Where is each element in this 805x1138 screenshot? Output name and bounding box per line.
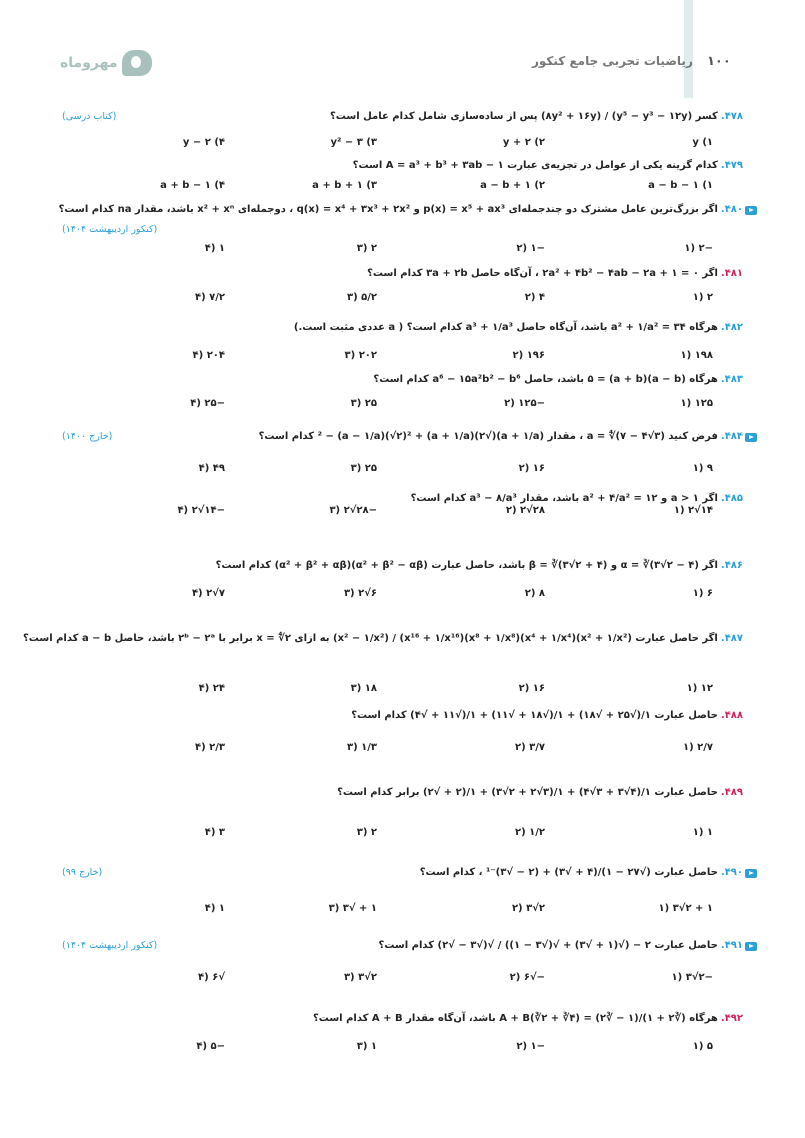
answer-option-1[interactable]: ۵ (۱	[692, 1041, 713, 1052]
question-number: ۴۸۷.	[720, 633, 743, 644]
answer-option-2[interactable]: −۱۲۵ (۲	[504, 398, 545, 409]
answer-option-1[interactable]: ۱۲ (۱	[686, 683, 713, 694]
answer-option-4[interactable]: ۱ (۴	[204, 243, 225, 254]
question-source: (خارج ۱۴۰۰)	[62, 431, 113, 442]
question-text: هرگاه (∛۲ + ۱)/(۱ − ∛۲) = A + B(∛۲ + ∛۴) باشد، آن‌گاه مقدار A + B کدام است؟	[312, 1013, 718, 1024]
question-number: ۴۸۵.	[720, 493, 743, 504]
answer-option-4[interactable]: ۲۰۴ (۴	[192, 350, 225, 361]
question-text: هرگاه a² + ۱/a² = ۳۴ باشد، آن‌گاه حاصل a³ + ۱/a³ کدام است؟ ( a عددی مثبت است.)	[293, 322, 718, 333]
answer-option-4[interactable]: a + b − ۱ (۴	[160, 180, 225, 191]
question-481	[367, 268, 743, 279]
question-486	[216, 560, 743, 571]
answer-option-3[interactable]: ۶√۲ (۳	[343, 588, 377, 599]
answer-option-2[interactable]: ۸ (۲	[524, 588, 545, 599]
question-number: ۴۸۸.	[720, 710, 743, 721]
answer-option-2[interactable]: a − b + ۱ (۲	[480, 180, 545, 191]
answer-option-3[interactable]: −۲۸√۲ (۳	[329, 505, 377, 516]
answer-option-4[interactable]: ۷/۲ (۴	[194, 292, 225, 303]
question-text: کدام گزینه یکی از عوامل در تجزیه‌ی عبارت A = a³ + b³ + ۳ab − ۱ است؟	[352, 160, 718, 171]
publisher-logo	[60, 50, 152, 76]
answer-option-1[interactable]: y (۱	[692, 137, 713, 148]
answer-option-3[interactable]: a + b + ۱ (۳	[312, 180, 377, 191]
question-number: ۴۸۴.	[720, 431, 743, 442]
answer-option-3[interactable]: ۱ (۳	[356, 1041, 377, 1052]
answer-option-1[interactable]: ۶ (۱	[692, 588, 713, 599]
answer-option-2[interactable]: ۱۶ (۲	[518, 463, 545, 474]
answer-option-2[interactable]: ۴ (۲	[524, 292, 545, 303]
question-number: ۴۸۲.	[720, 322, 743, 333]
answer-option-4[interactable]: ۲۴ (۴	[198, 683, 225, 694]
question-text: فرض کنید a = ∜(۷ − ۴√۳) ، مقدار (a + ۱/a)(√۲)² − (a − ۱/a)(√۲)² + (a + ۱/a) کدام است؟	[258, 431, 718, 442]
answer-option-4[interactable]: −۵ (۴	[196, 1041, 225, 1052]
header-accent-bar	[684, 0, 693, 98]
answer-option-3[interactable]: ۱/۳ (۳	[346, 742, 377, 753]
logo-text: مهروماه	[60, 55, 118, 71]
question-source: (کنکور اردیبهشت ۱۴۰۴)	[62, 224, 158, 235]
answer-option-4[interactable]: −۲۵ (۴	[190, 398, 225, 409]
page-number: ۱۰۰	[707, 54, 731, 69]
question-485	[411, 493, 743, 504]
answer-option-4[interactable]: ۱ (۴	[204, 903, 225, 914]
answer-option-4[interactable]: ۴۹ (۴	[198, 463, 225, 474]
answer-option-1[interactable]: −۲ (۱	[684, 243, 713, 254]
answer-option-4[interactable]: ۲/۳ (۴	[194, 742, 225, 753]
question-text: اگر حاصل عبارت (x² + ۱/x²)(x⁴ + ۱/x⁴)(x⁸ + ۱/x⁸)(x¹⁶ + ۱/x¹⁶) / (x² − ۱/x²) به ازای x = ∜۲ برابر با ۲ᵇ − ۲ᵃ باشد، حاصل a − b کدام است؟	[22, 633, 718, 644]
question-text: حاصل عبارت ۱/(۴√۳ + ۳√۴) + ۱/(۳√۲ + ۲√۳) + ۱/(۲ + √۲) برابر کدام است؟	[337, 787, 718, 798]
question-number: ۴۸۳.	[720, 374, 743, 385]
question-source: (کنکور اردیبهشت ۱۴۰۴)	[62, 940, 158, 951]
question-text: اگر بزرگ‌ترین عامل مشترک دو چندجمله‌ای p(x) = x⁵ + ax³ و q(x) = x⁴ + ۳x³ + ۲x² ، دوجمله‌ای x² + xⁿ باشد، مقدار na کدام است؟	[58, 204, 718, 215]
question-number: ۴۹۰.	[720, 867, 743, 878]
video-play-icon[interactable]	[745, 206, 757, 215]
answer-option-1[interactable]: a − b − ۱ (۱	[648, 180, 713, 191]
answer-option-4[interactable]: −۱۴√۲ (۴	[177, 505, 225, 516]
answer-option-2[interactable]: −√۶ (۲	[509, 972, 545, 983]
answer-option-1[interactable]: ۱۴√۲ (۱	[673, 505, 713, 516]
answer-option-1[interactable]: ۲/۷ (۱	[682, 742, 713, 753]
answer-option-4[interactable]: ۷√۲ (۴	[191, 588, 225, 599]
question-484	[259, 431, 743, 442]
answer-option-1[interactable]: ۲ (۱	[692, 292, 713, 303]
answer-option-3[interactable]: ۲√۳ (۳	[343, 972, 377, 983]
question-487	[23, 633, 743, 644]
video-play-icon[interactable]	[745, 869, 757, 878]
answer-option-2[interactable]: ۱۹۶ (۲	[512, 350, 545, 361]
answer-option-2[interactable]: −۱ (۲	[516, 1041, 545, 1052]
answer-option-3[interactable]: ۲ (۳	[356, 827, 377, 838]
question-490	[420, 867, 743, 878]
question-text: اگر a > ۱ و a² + ۴/a² = ۱۲ باشد، مقدار a³ − ۸/a³ کدام است؟	[410, 493, 718, 504]
video-play-icon[interactable]	[745, 433, 757, 442]
answer-option-4[interactable]: y − ۲ (۴	[182, 137, 225, 148]
question-number: ۴۷۸.	[720, 111, 743, 122]
answer-option-3[interactable]: ۲۰۲ (۳	[344, 350, 377, 361]
video-play-icon[interactable]	[745, 942, 757, 951]
answer-option-3[interactable]: y² − ۳ (۳	[330, 137, 377, 148]
question-source: (خارج ۹۹)	[62, 867, 103, 878]
answer-option-2[interactable]: ۱/۲ (۲	[514, 827, 545, 838]
answer-option-3[interactable]: ۵/۲ (۳	[346, 292, 377, 303]
question-number: ۴۸۰.	[720, 204, 743, 215]
answer-option-1[interactable]: ۱ (۱	[692, 827, 713, 838]
question-text: حاصل عبارت (√۲۷ − ۱)/(۴ + √۳) + (۲ − √۳)⁻¹ ، کدام است؟	[419, 867, 718, 878]
question-479	[353, 160, 743, 171]
answer-option-3[interactable]: ۱۸ (۳	[350, 683, 377, 694]
question-text: کسر (y⁵ − y³ − ۱۲y) / (۸y² + ۱۶y) پس از ساده‌سازی شامل کدام عامل است؟	[329, 111, 718, 122]
answer-option-2[interactable]: ۲√۳ (۲	[511, 903, 545, 914]
answer-option-1[interactable]: ۱۲۵ (۱	[680, 398, 713, 409]
question-number: ۴۹۱.	[720, 940, 743, 951]
question-number: ۴۷۹.	[720, 160, 743, 171]
book-title: ریاضیات تجربی جامع کنکور	[532, 54, 693, 68]
question-text: اگر α = ∛(۳√۲ − ۴) و β = ∛(۳√۲ + ۴) باشد، حاصل عبارت (α² + β² − αβ)(α² + β² + αβ) کدام است؟	[215, 560, 718, 571]
answer-option-3[interactable]: ۱ + √۳ (۳	[328, 903, 377, 914]
question-text: هرگاه (a − b)(a + b) = ۵ باشد، حاصل a⁶ − ۱۵a²b² − b⁶ کدام است؟	[373, 374, 718, 385]
answer-option-2[interactable]: ۳/۷ (۲	[514, 742, 545, 753]
question-492	[313, 1013, 743, 1024]
question-number: ۴۸۱.	[720, 268, 743, 279]
answer-option-2[interactable]: y + ۲ (۲	[502, 137, 545, 148]
answer-option-4[interactable]: ۳ (۴	[204, 827, 225, 838]
answer-option-1[interactable]: ۱۹۸ (۱	[680, 350, 713, 361]
logo-icon	[122, 50, 152, 76]
answer-option-1[interactable]: −۲√۳ (۱	[671, 972, 713, 983]
question-489	[337, 787, 743, 798]
question-text: حاصل عبارت ۲ − (√(۱ + √۳) + √(√۳ − ۱)) / √(√۳ − √۲) کدام است؟	[378, 940, 718, 951]
question-491	[379, 940, 743, 951]
answer-option-1[interactable]: ۱ + ۲√۳ (۱	[658, 903, 713, 914]
question-478	[330, 111, 743, 122]
question-text: اگر ۲a² + ۴b² − ۴ab − ۲a + ۱ = ۰ ، آن‌گاه حاصل ۳a + ۲b کدام است؟	[367, 268, 718, 279]
question-number: ۴۹۲.	[720, 1013, 743, 1024]
question-text: حاصل عبارت ۱/(√۲۵ + √۱۸) + ۱/(√۱۸ + √۱۱) + ۱/(√۱۱ + √۴) کدام است؟	[351, 710, 718, 721]
answer-option-3[interactable]: ۲ (۳	[356, 243, 377, 254]
answer-option-3[interactable]: ۲۵ (۳	[350, 398, 377, 409]
question-source: (کتاب درسی)	[62, 111, 117, 122]
answer-option-2[interactable]: ۲۸√۲ (۲	[505, 505, 545, 516]
question-number: ۴۸۶.	[720, 560, 743, 571]
answer-option-3[interactable]: ۲۵ (۳	[350, 463, 377, 474]
answer-option-2[interactable]: ۱۶ (۲	[518, 683, 545, 694]
question-488	[351, 710, 743, 721]
question-number: ۴۸۹.	[720, 787, 743, 798]
answer-option-1[interactable]: ۹ (۱	[692, 463, 713, 474]
question-483	[373, 374, 743, 385]
answer-option-2[interactable]: −۱ (۲	[516, 243, 545, 254]
answer-option-4[interactable]: √۶ (۴	[198, 972, 225, 983]
question-482	[294, 322, 743, 333]
question-480	[59, 204, 743, 215]
